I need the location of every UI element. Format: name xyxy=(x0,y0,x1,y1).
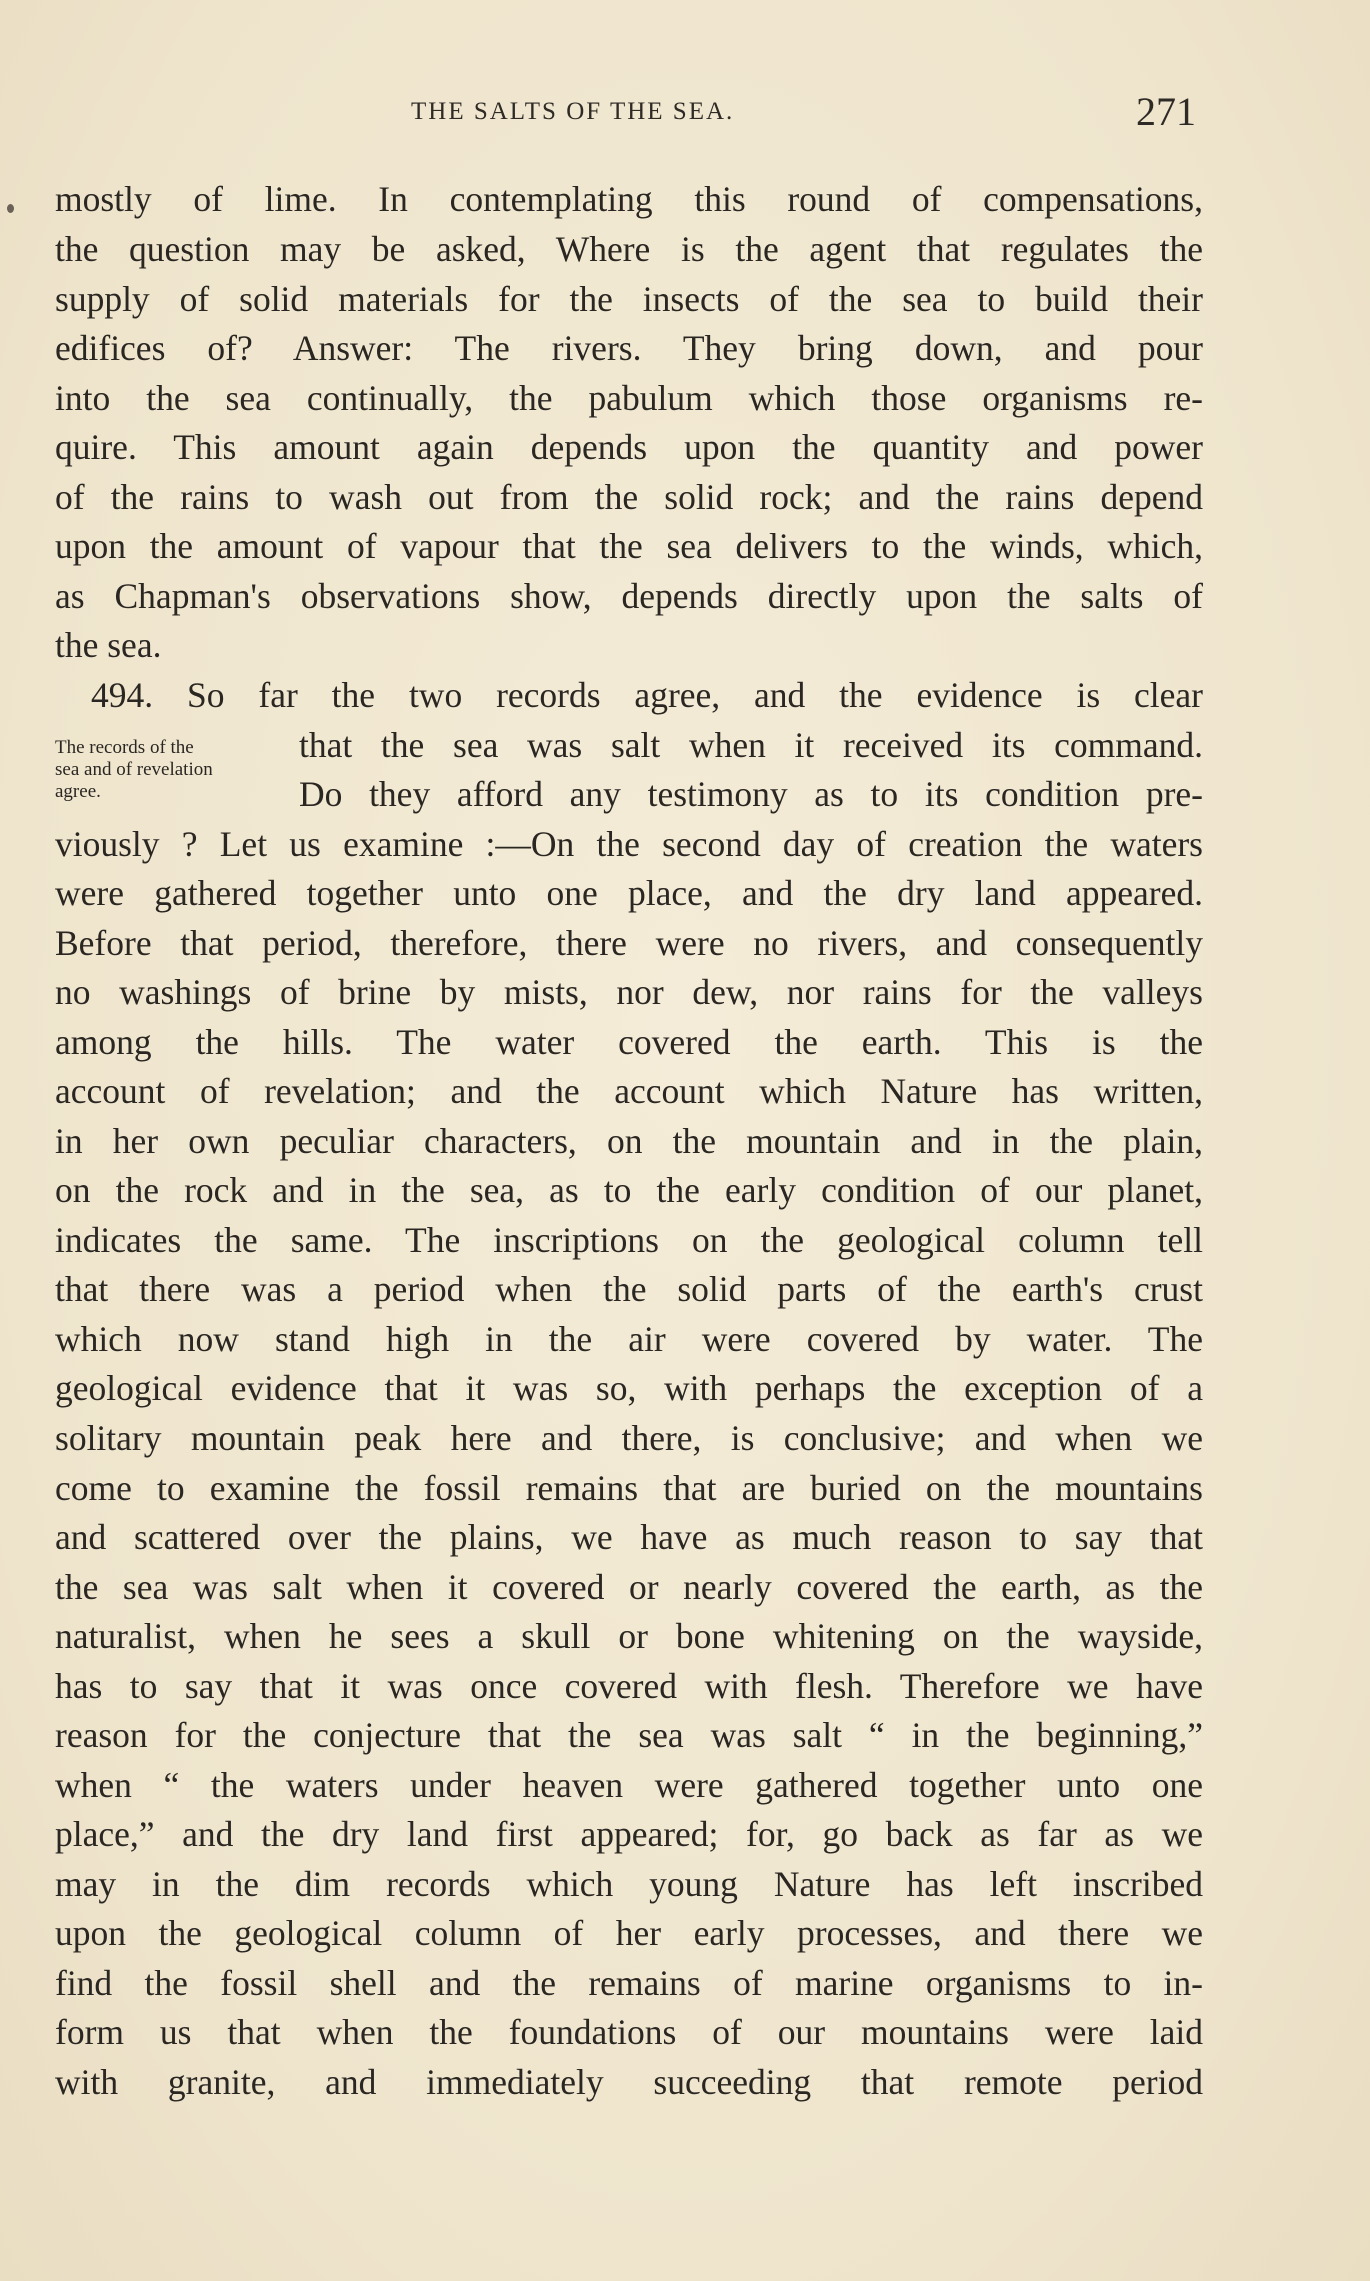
body-line: upon the amount of vapour that the sea delivers to the winds, which, xyxy=(55,526,1203,566)
body-line: reason for the conjecture that the sea was salt “ in the beginning,” xyxy=(55,1715,1203,1755)
body-line: that the sea was salt when it received its command. xyxy=(299,725,1203,765)
body-line: indicates the same. The inscriptions on the geological column tell xyxy=(55,1220,1203,1260)
paragraph-start-line: 494. So far the two records agree, and the evidence is clear xyxy=(91,675,1203,715)
body-line: on the rock and in the sea, as to the early condition of our planet, xyxy=(55,1170,1203,1210)
body-line: form us that when the foundations of our mountains were laid xyxy=(55,2012,1203,2052)
body-line: as Chapman's observations show, depends directly upon the salts of xyxy=(55,576,1203,616)
sidenote-line: agree. xyxy=(55,781,101,802)
body-line: account of revelation; and the account which Nature has written, xyxy=(55,1071,1203,1111)
body-line: were gathered together unto one place, and the dry land appeared. xyxy=(55,873,1203,913)
body-line: that there was a period when the solid parts of the earth's crust xyxy=(55,1269,1203,1309)
body-line: no washings of brine by mists, nor dew, nor rains for the valleys xyxy=(55,972,1203,1012)
body-line: supply of solid materials for the insects of the sea to build their xyxy=(55,279,1203,319)
body-line: the sea. xyxy=(55,625,162,665)
body-line: find the fossil shell and the remains of marine organisms to in- xyxy=(55,1963,1203,2003)
body-line: when “ the waters under heaven were gathered together unto one xyxy=(55,1765,1203,1805)
body-line: geological evidence that it was so, with perhaps the exception of a xyxy=(55,1368,1203,1408)
body-line: into the sea continually, the pabulum which those organisms re- xyxy=(55,378,1203,418)
body-line: with granite, and immediately succeeding that remote period xyxy=(55,2062,1203,2102)
body-line: edifices of? Answer: The rivers. They bring down, and pour xyxy=(55,328,1203,368)
body-line: which now stand high in the air were covered by water. The xyxy=(55,1319,1203,1359)
sidenote-line: sea and of revelation xyxy=(55,759,213,780)
page-number: 271 xyxy=(1136,89,1196,134)
body-line: quire. This amount again depends upon the quantity and power xyxy=(55,427,1203,467)
sidenote-line: The records of the xyxy=(55,737,194,758)
body-line: solitary mountain peak here and there, is conclusive; and when we xyxy=(55,1418,1203,1458)
body-line: the sea was salt when it covered or nearly covered the earth, as the xyxy=(55,1567,1203,1607)
body-line: naturalist, when he sees a skull or bone whitening on the wayside, xyxy=(55,1616,1203,1656)
body-line: viously ? Let us examine :—On the second day of creation the waters xyxy=(55,824,1203,864)
body-line: and scattered over the plains, we have as much reason to say that xyxy=(55,1517,1203,1557)
body-line: has to say that it was once covered with flesh. Therefore we have xyxy=(55,1666,1203,1706)
body-line: in her own peculiar characters, on the mountain and in the plain, xyxy=(55,1121,1203,1161)
running-title: THE SALTS OF THE SEA. xyxy=(411,98,735,125)
body-line: among the hills. The water covered the earth. This is the xyxy=(55,1022,1203,1062)
body-line: upon the geological column of her early processes, and there we xyxy=(55,1913,1203,1953)
body-line: place,” and the dry land first appeared; for, go back as far as we xyxy=(55,1814,1203,1854)
ink-speck xyxy=(7,204,14,213)
body-line: come to examine the fossil remains that are buried on the mountains xyxy=(55,1468,1203,1508)
body-line: Do they afford any testimony as to its condition pre- xyxy=(299,774,1203,814)
body-line: of the rains to wash out from the solid rock; and the rains depend xyxy=(55,477,1203,517)
body-line: may in the dim records which young Nature has left inscribed xyxy=(55,1864,1203,1904)
body-line: the question may be asked, Where is the agent that regulates the xyxy=(55,229,1203,269)
body-line: Before that period, therefore, there were no rivers, and consequently xyxy=(55,923,1203,963)
body-line: mostly of lime. In contemplating this round of compensations, xyxy=(55,179,1203,219)
